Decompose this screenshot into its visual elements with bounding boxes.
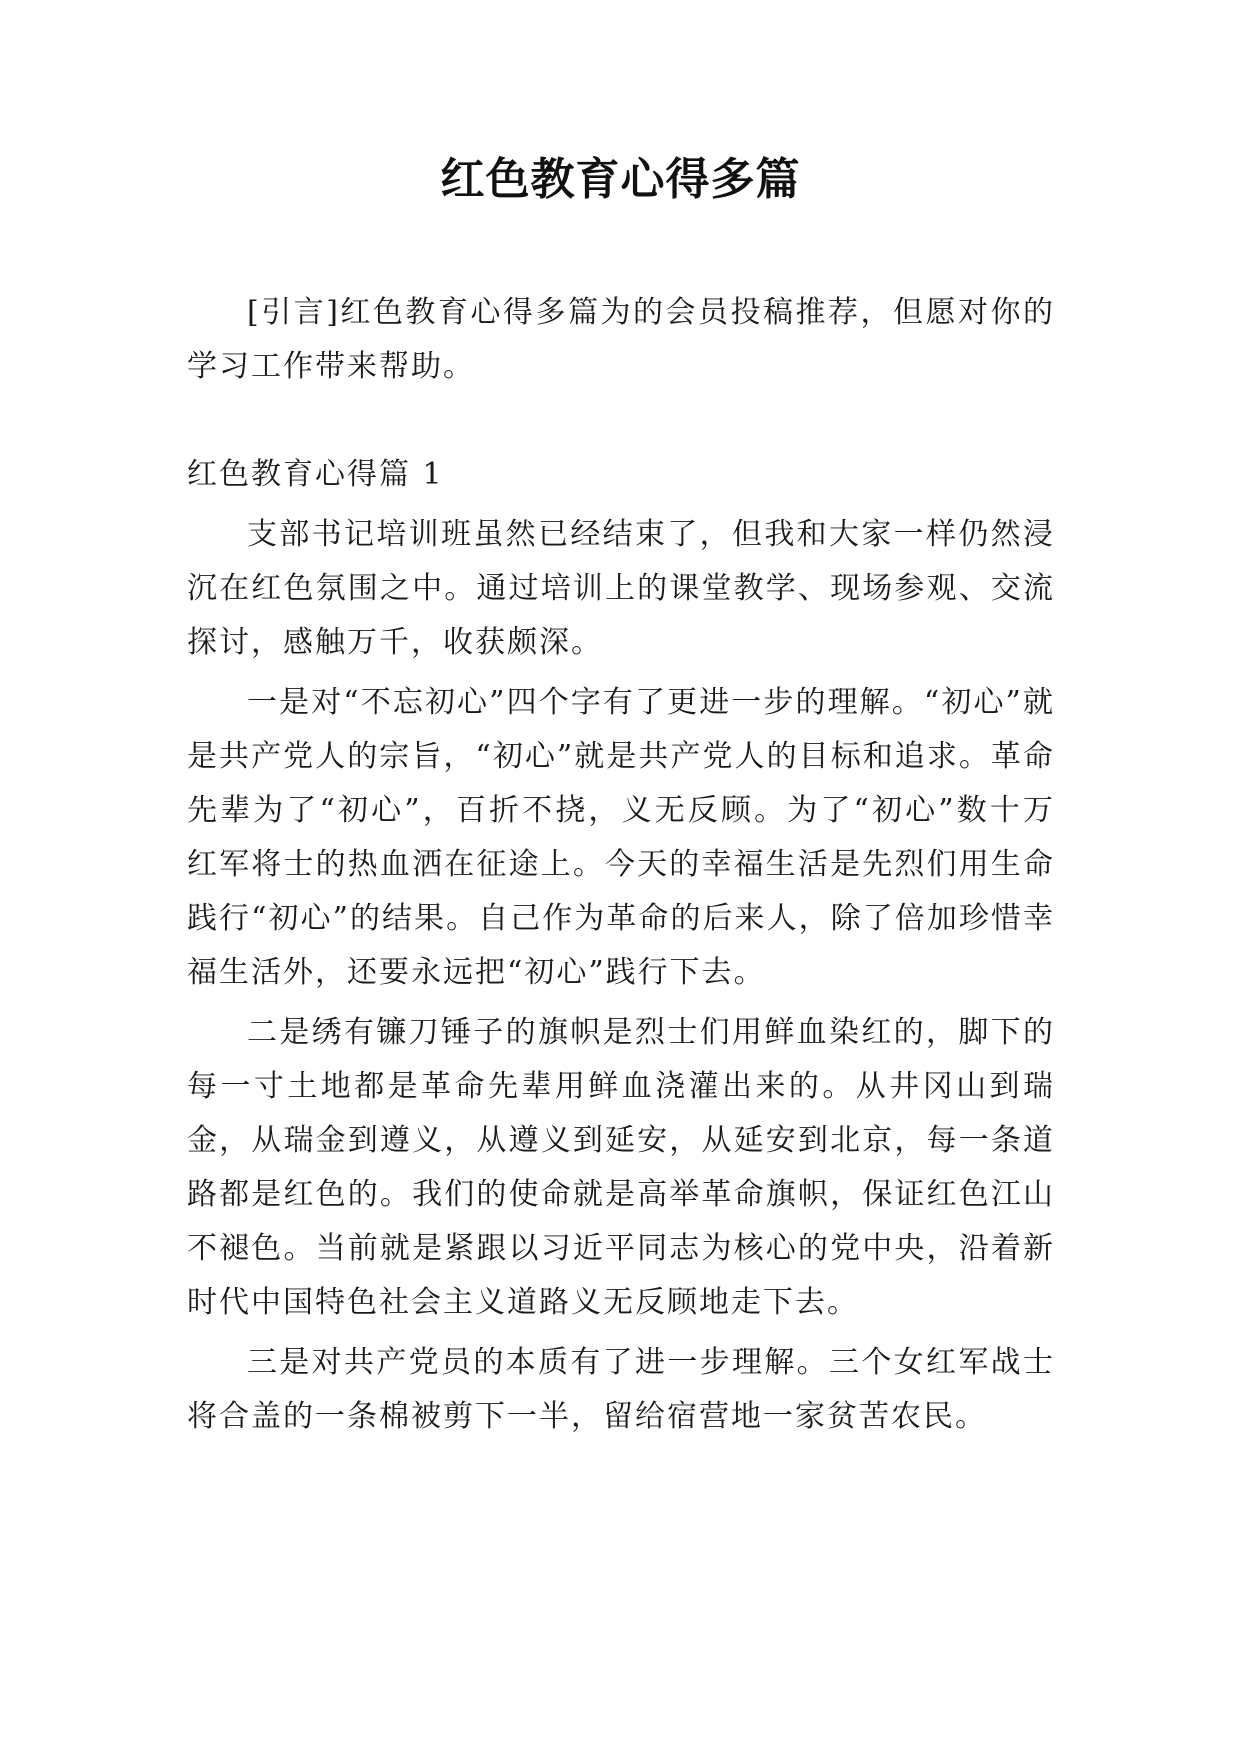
intro-paragraph: [引言]红色教育心得多篇为的会员投稿推荐，但愿对你的学习工作带来帮助。 xyxy=(187,295,1055,384)
body-paragraph-4: 三是对共产党员的本质有了进一步理解。三个女红军战士将合盖的一条棉被剪下一半，留给宿营地一家贫苦农民。 xyxy=(187,1345,1055,1434)
document-body xyxy=(187,286,1055,1450)
body-paragraph-2: 一是对“不忘初心”四个字有了更进一步的理解。“初心”就是共产党人的宗旨，“初心”就是共产党人的目标和追求。革命先辈为了“初心”，百折不挠，义无反顾。为了“初心”数十万红军将士的热血洒在征途上。今天的幸福生活是先烈们用生命践行“初心”的结果。自己作为革命的后来人，除了倍加珍惜幸福生活外，还要永远把“初心”践行下去。 xyxy=(187,685,1055,990)
body-paragraph-1: 支部书记培训班虽然已经结束了，但我和大家一样仍然浸沉在红色氛围之中。通过培训上的课堂教学、现场参观、交流探讨，感触万千，收获颇深。 xyxy=(187,517,1055,660)
body-paragraph-3: 二是绣有镰刀锤子的旗帜是烈士们用鲜血染红的，脚下的每一寸土地都是革命先辈用鲜血浇灌出来的。从井冈山到瑞金，从瑞金到遵义，从遵义到延安，从延安到北京，每一条道路都是红色的。我们的使命就是高举革命旗帜，保证红色江山不褪色。当前就是紧跟以习近平同志为核心的党中央，沿着新时代中国特色社会主义道路义无反顾地走下去。 xyxy=(187,1015,1055,1320)
section-heading: 红色教育心得篇 1 xyxy=(187,457,444,492)
document-title: 红色教育心得多篇 xyxy=(440,154,801,205)
